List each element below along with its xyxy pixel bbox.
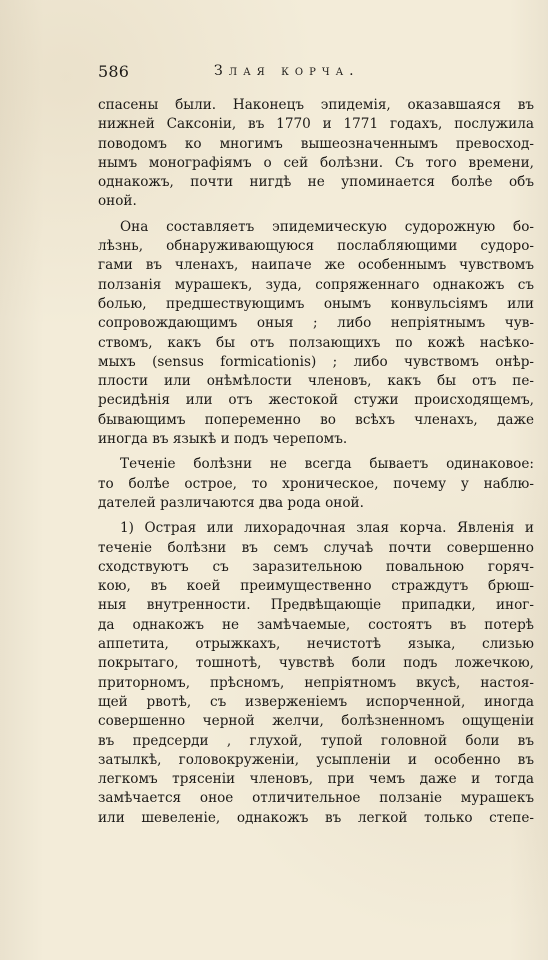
text-line: ресидѣнія или отъ жестокой стужи происходящемъ, (98, 392, 534, 409)
text-line: мыхъ (sensus formicationis) ; либо чувствомъ онѣр- (98, 353, 534, 370)
text-line: поводомъ ко многимъ вышеозначеннымъ превосход- (98, 135, 534, 152)
text-line: приторномъ, прѣсномъ, непріятномъ вкусѣ, настоя- (98, 674, 534, 691)
page-text (98, 96, 534, 828)
text-line: нижней Саксоніи, въ 1770 и 1771 годахъ, послужила (98, 116, 534, 133)
running-title: Злая корча. (214, 63, 360, 79)
text-line: аппетита, отрыжкахъ, нечистотѣ языка, слизью (98, 636, 534, 653)
text-line: теченіе болѣзни въ семъ случаѣ почти совершенно (98, 539, 534, 556)
text-line: ползанія мурашекъ, зуда, сопряженнаго однакожъ съ (98, 276, 534, 293)
text-line: да однакожъ не замѣчаемые, состоятъ въ потерѣ (98, 616, 534, 633)
text-line: кою, въ коей преимущественно страждутъ брюш- (98, 578, 534, 595)
text-line: совершенно черной желчи, болѣзненномъ ощущеніи (98, 713, 534, 730)
text-line: лѣзнь, обнаруживающуюся послабляющими судоро- (98, 238, 534, 255)
text-line: плости или онѣмѣлости членовъ, какъ бы отъ пе- (98, 373, 534, 390)
text-line: то болѣе острое, то хроническое, почему у наблю- (98, 475, 534, 492)
text-line: покрытаго, тошнотѣ, чувствѣ боли подъ ложечкою, (98, 655, 534, 672)
text-line: замѣчается оное отличительное ползаніе мурашекъ (98, 790, 534, 807)
text-line: иногда въ языкѣ и подъ черепомъ. (98, 431, 348, 448)
text-line: бывающимъ попеременно во всѣхъ членахъ, даже (98, 411, 534, 428)
text-line: гами въ членахъ, наипаче же особеннымъ чувствомъ (98, 257, 534, 274)
text-line: сопровождающимъ оныя ; либо непріятнымъ чув- (98, 315, 534, 332)
text-line: Теченіе болѣзни не всегда бываетъ одинаковое: (120, 456, 534, 473)
text-line: легкомъ трясеніи членовъ, при чемъ даже и тогда (98, 771, 534, 788)
text-line: дателей различаются два рода оной. (98, 494, 364, 511)
text-line: нымъ монографіямъ о сей болѣзни. Съ того времени, (98, 154, 534, 171)
text-line: ныя внутренности. Предвѣщающіе припадки, иног- (98, 597, 534, 614)
text-line: сходствуютъ съ заразительною повальною горяч- (98, 558, 534, 575)
text-line: Она составляетъ эпидемическую судорожную бо- (120, 218, 534, 235)
text-line: щей рвотѣ, съ изверженіемъ испорченной, иногда (98, 693, 534, 710)
text-line: 1) Острая или лихорадочная злая корча. Явленія и (120, 520, 534, 537)
text-line: затылкѣ, головокруженіи, усыпленіи и особенно въ (98, 751, 534, 768)
text-line: болью, предшествующимъ онымъ конвульсіямъ или (98, 295, 534, 312)
text-line: однакожъ, почти нигдѣ не упоминается болѣе объ (98, 174, 534, 191)
page-header (98, 62, 528, 86)
text-line: или шевеленіе, однакожъ въ легкой только степе- (98, 809, 534, 826)
page-number: 586 (98, 62, 130, 81)
text-line: оной. (98, 193, 137, 210)
text-line: въ предсерди , глухой, тупой головной боли въ (98, 732, 534, 749)
text-line: ствомъ, какъ бы отъ ползающихъ по кожѣ насѣко- (98, 334, 534, 351)
text-line: спасены были. Наконецъ эпидемія, оказавшаяся въ (98, 97, 534, 113)
